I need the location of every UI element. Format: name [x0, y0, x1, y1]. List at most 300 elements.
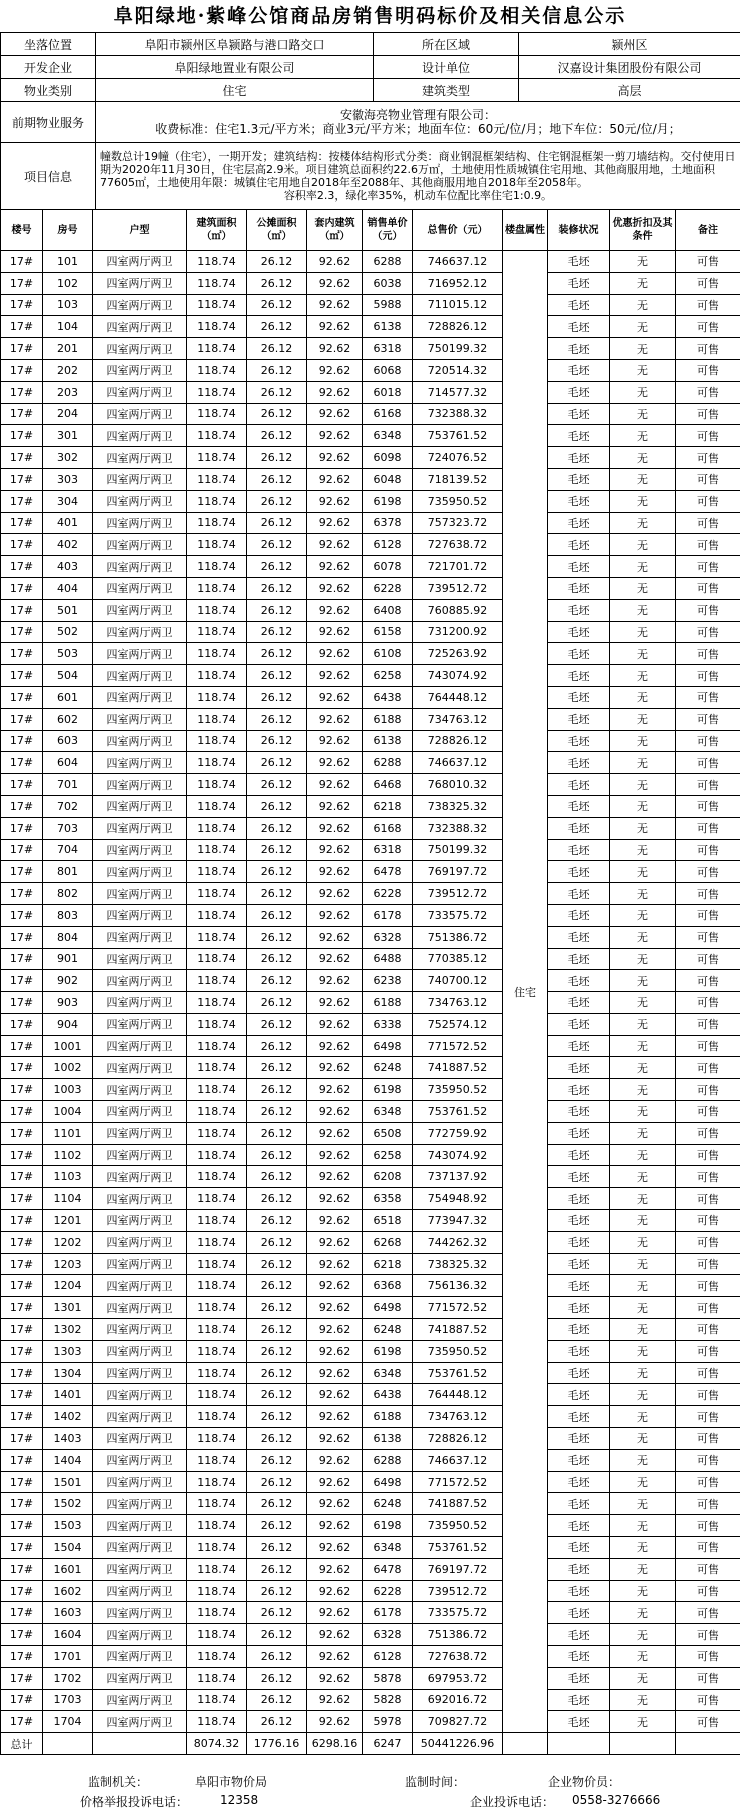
table-row [1, 1013, 740, 1035]
status-cell: 可售 [676, 752, 740, 774]
building-cell: 17# [1, 1253, 43, 1275]
status-cell: 可售 [676, 1580, 740, 1602]
shared-area-cell: 26.12 [247, 795, 307, 817]
layout-cell: 四室两厅两卫 [93, 926, 187, 948]
room-cell: 1102 [43, 1144, 93, 1166]
status-cell: 可售 [676, 621, 740, 643]
room-cell: 1503 [43, 1515, 93, 1537]
status-cell: 可售 [676, 1449, 740, 1471]
discount-cell: 无 [610, 534, 676, 556]
unit-price-cell: 6348 [363, 1537, 413, 1559]
room-cell: 303 [43, 468, 93, 490]
total-price-cell: 741887.52 [413, 1057, 503, 1079]
table-row [1, 730, 740, 752]
total-price-cell: 741887.52 [413, 1493, 503, 1515]
status-cell: 可售 [676, 468, 740, 490]
building-cell: 17# [1, 577, 43, 599]
room-cell: 202 [43, 359, 93, 381]
total-price-cell: 737137.92 [413, 1166, 503, 1188]
unit-price-cell: 6048 [363, 468, 413, 490]
area-cell: 118.74 [187, 1079, 247, 1101]
discount-cell: 无 [610, 1667, 676, 1689]
shared-area-cell: 26.12 [247, 1319, 307, 1341]
building-cell: 17# [1, 752, 43, 774]
unit-price-cell: 6328 [363, 926, 413, 948]
room-cell: 802 [43, 883, 93, 905]
header-total-price: 总售价（元） [413, 210, 503, 251]
inner-area-cell: 92.62 [307, 1362, 363, 1384]
total-inner: 6298.16 [307, 1733, 363, 1755]
table-row [1, 1711, 740, 1733]
unit-price-cell: 6128 [363, 534, 413, 556]
room-cell: 1201 [43, 1210, 93, 1232]
table-row [1, 904, 740, 926]
decoration-cell: 毛坯 [548, 1493, 610, 1515]
table-row [1, 447, 740, 469]
unit-price-cell: 6218 [363, 795, 413, 817]
layout-cell: 四室两厅两卫 [93, 1253, 187, 1275]
unit-price-cell: 6498 [363, 1035, 413, 1057]
layout-cell: 四室两厅两卫 [93, 730, 187, 752]
layout-cell: 四室两厅两卫 [93, 643, 187, 665]
total-price-cell: 738325.32 [413, 795, 503, 817]
room-cell: 304 [43, 490, 93, 512]
total-price-cell: 738325.32 [413, 1253, 503, 1275]
designer-value: 汉嘉设计集团股份有限公司 [519, 56, 740, 79]
table-row [1, 1602, 740, 1624]
area-cell: 118.74 [187, 1013, 247, 1035]
unit-price-cell: 6198 [363, 490, 413, 512]
layout-cell: 四室两厅两卫 [93, 904, 187, 926]
area-cell: 118.74 [187, 1122, 247, 1144]
table-row [1, 1384, 740, 1406]
decoration-cell: 毛坯 [548, 621, 610, 643]
shared-area-cell: 26.12 [247, 1602, 307, 1624]
total-price-cell: 741887.52 [413, 1319, 503, 1341]
inner-area-cell: 92.62 [307, 1537, 363, 1559]
status-cell: 可售 [676, 1493, 740, 1515]
area-cell: 118.74 [187, 1602, 247, 1624]
status-cell: 可售 [676, 861, 740, 883]
inner-area-cell: 92.62 [307, 1035, 363, 1057]
inner-area-cell: 92.62 [307, 708, 363, 730]
inner-area-cell: 92.62 [307, 1646, 363, 1668]
layout-cell: 四室两厅两卫 [93, 1471, 187, 1493]
decoration-cell: 毛坯 [548, 1035, 610, 1057]
area-cell: 118.74 [187, 1449, 247, 1471]
area-cell: 118.74 [187, 577, 247, 599]
status-cell: 可售 [676, 1515, 740, 1537]
layout-cell: 四室两厅两卫 [93, 1428, 187, 1450]
status-cell: 可售 [676, 1711, 740, 1733]
unit-price-cell: 6288 [363, 1449, 413, 1471]
discount-cell: 无 [610, 1275, 676, 1297]
room-cell: 1702 [43, 1667, 93, 1689]
discount-cell: 无 [610, 1624, 676, 1646]
shared-area-cell: 26.12 [247, 708, 307, 730]
status-cell: 可售 [676, 1406, 740, 1428]
project-info-table [0, 32, 740, 210]
building-cell: 17# [1, 1406, 43, 1428]
table-row [1, 1079, 740, 1101]
shared-area-cell: 26.12 [247, 1057, 307, 1079]
room-cell: 501 [43, 599, 93, 621]
unit-price-cell: 6498 [363, 1297, 413, 1319]
total-price-cell: 739512.72 [413, 577, 503, 599]
shared-area-cell: 26.12 [247, 381, 307, 403]
discount-cell: 无 [610, 752, 676, 774]
header-layout: 户型 [93, 210, 187, 251]
shared-area-cell: 26.12 [247, 926, 307, 948]
table-row [1, 272, 740, 294]
decoration-cell: 毛坯 [548, 1210, 610, 1232]
shared-area-cell: 26.12 [247, 643, 307, 665]
status-cell: 可售 [676, 1231, 740, 1253]
shared-area-cell: 26.12 [247, 1035, 307, 1057]
building-cell: 17# [1, 272, 43, 294]
building-cell: 17# [1, 1101, 43, 1123]
unit-price-cell: 6228 [363, 577, 413, 599]
area-cell: 118.74 [187, 1340, 247, 1362]
decoration-cell: 毛坯 [548, 1340, 610, 1362]
layout-cell: 四室两厅两卫 [93, 381, 187, 403]
discount-cell: 无 [610, 1188, 676, 1210]
decoration-cell: 毛坯 [548, 883, 610, 905]
discount-cell: 无 [610, 338, 676, 360]
total-price-cell: 724076.52 [413, 447, 503, 469]
layout-cell: 四室两厅两卫 [93, 1210, 187, 1232]
table-row [1, 621, 740, 643]
area-cell: 118.74 [187, 251, 247, 273]
header-decoration: 装修状况 [548, 210, 610, 251]
decoration-cell: 毛坯 [548, 1711, 610, 1733]
status-cell: 可售 [676, 1558, 740, 1580]
shared-area-cell: 26.12 [247, 861, 307, 883]
building-cell: 17# [1, 1580, 43, 1602]
total-price-cell: 773947.32 [413, 1210, 503, 1232]
inner-area-cell: 92.62 [307, 1428, 363, 1450]
discount-cell: 无 [610, 1253, 676, 1275]
status-cell: 可售 [676, 1101, 740, 1123]
inner-area-cell: 92.62 [307, 817, 363, 839]
decoration-cell: 毛坯 [548, 839, 610, 861]
unit-price-cell: 6248 [363, 1057, 413, 1079]
total-price-cell: 733575.72 [413, 1602, 503, 1624]
layout-cell: 四室两厅两卫 [93, 1362, 187, 1384]
shared-area-cell: 26.12 [247, 1079, 307, 1101]
discount-cell: 无 [610, 1319, 676, 1341]
decoration-cell: 毛坯 [548, 904, 610, 926]
room-cell: 1301 [43, 1297, 93, 1319]
table-row [1, 839, 740, 861]
status-cell: 可售 [676, 1144, 740, 1166]
total-price-cell: 728826.12 [413, 1428, 503, 1450]
inner-area-cell: 92.62 [307, 621, 363, 643]
inner-area-cell: 92.62 [307, 599, 363, 621]
status-cell: 可售 [676, 730, 740, 752]
status-cell: 可售 [676, 839, 740, 861]
table-row [1, 1057, 740, 1079]
area-cell: 118.74 [187, 1297, 247, 1319]
area-cell: 118.74 [187, 665, 247, 687]
discount-cell: 无 [610, 359, 676, 381]
status-cell: 可售 [676, 992, 740, 1014]
inner-area-cell: 92.62 [307, 1449, 363, 1471]
inner-area-cell: 92.62 [307, 1122, 363, 1144]
discount-cell: 无 [610, 1079, 676, 1101]
total-price-cell: 751386.72 [413, 1624, 503, 1646]
layout-cell: 四室两厅两卫 [93, 512, 187, 534]
discount-cell: 无 [610, 1340, 676, 1362]
status-cell: 可售 [676, 774, 740, 796]
decoration-cell: 毛坯 [548, 251, 610, 273]
shared-area-cell: 26.12 [247, 1013, 307, 1035]
shared-area-cell: 26.12 [247, 1144, 307, 1166]
unit-price-cell: 6178 [363, 904, 413, 926]
layout-cell: 四室两厅两卫 [93, 1101, 187, 1123]
decoration-cell: 毛坯 [548, 817, 610, 839]
total-price-cell: 764448.12 [413, 686, 503, 708]
building-cell: 17# [1, 1210, 43, 1232]
building-cell: 17# [1, 883, 43, 905]
unit-price-cell: 6358 [363, 1188, 413, 1210]
discount-cell: 无 [610, 970, 676, 992]
area-cell: 118.74 [187, 1493, 247, 1515]
building-cell: 17# [1, 708, 43, 730]
layout-cell: 四室两厅两卫 [93, 1231, 187, 1253]
total-price-cell: 756136.32 [413, 1275, 503, 1297]
unit-price-cell: 6248 [363, 1493, 413, 1515]
layout-cell: 四室两厅两卫 [93, 752, 187, 774]
status-cell: 可售 [676, 883, 740, 905]
building-cell: 17# [1, 904, 43, 926]
room-cell: 1103 [43, 1166, 93, 1188]
inner-area-cell: 92.62 [307, 534, 363, 556]
property-type-label: 物业类别 [1, 79, 96, 102]
unit-price-cell: 6378 [363, 512, 413, 534]
total-shared: 1776.16 [247, 1733, 307, 1755]
room-cell: 1101 [43, 1122, 93, 1144]
decoration-cell: 毛坯 [548, 1602, 610, 1624]
project-info [96, 143, 740, 210]
unit-price-cell: 5988 [363, 294, 413, 316]
designer-label: 设计单位 [374, 56, 519, 79]
unit-price-cell: 6508 [363, 1122, 413, 1144]
inner-area-cell: 92.62 [307, 1231, 363, 1253]
unit-price-cell: 6288 [363, 752, 413, 774]
building-cell: 17# [1, 1188, 43, 1210]
total-price-cell: 716952.12 [413, 272, 503, 294]
shared-area-cell: 26.12 [247, 359, 307, 381]
total-price-cell: 754948.92 [413, 1188, 503, 1210]
total-price-cell: 751386.72 [413, 926, 503, 948]
area-cell: 118.74 [187, 795, 247, 817]
building-cell: 17# [1, 251, 43, 273]
total-price-cell: 750199.32 [413, 839, 503, 861]
table-row [1, 948, 740, 970]
area-cell: 118.74 [187, 468, 247, 490]
room-cell: 801 [43, 861, 93, 883]
company-hotline-label: 企业投诉电话： [470, 1795, 555, 1809]
area-cell: 118.74 [187, 1667, 247, 1689]
location-value: 阜阳市颍州区阜颍路与港口路交口 [96, 33, 374, 56]
total-price-cell: 753761.52 [413, 1537, 503, 1559]
table-row [1, 1319, 740, 1341]
building-cell: 17# [1, 1515, 43, 1537]
total-price-cell: 769197.72 [413, 861, 503, 883]
shared-area-cell: 26.12 [247, 1101, 307, 1123]
room-cell: 201 [43, 338, 93, 360]
unit-price-cell: 6198 [363, 1079, 413, 1101]
decoration-cell: 毛坯 [548, 490, 610, 512]
table-row [1, 1210, 740, 1232]
shared-area-cell: 26.12 [247, 1384, 307, 1406]
service-fees: 收费标准：住宅1.3元/平方米；商业3元/平方米；地面车位：60元/位/月；地下车位：50元/位/月； [155, 122, 681, 136]
area-cell: 118.74 [187, 1275, 247, 1297]
developer-label: 开发企业 [1, 56, 96, 79]
unit-price-cell: 6498 [363, 1471, 413, 1493]
inner-area-cell: 92.62 [307, 926, 363, 948]
status-cell: 可售 [676, 534, 740, 556]
status-cell: 可售 [676, 1035, 740, 1057]
inner-area-cell: 92.62 [307, 1253, 363, 1275]
building-cell: 17# [1, 1013, 43, 1035]
discount-cell: 无 [610, 1013, 676, 1035]
status-cell: 可售 [676, 599, 740, 621]
status-cell: 可售 [676, 1013, 740, 1035]
layout-cell: 四室两厅两卫 [93, 1580, 187, 1602]
area-cell: 118.74 [187, 1471, 247, 1493]
room-cell: 302 [43, 447, 93, 469]
inner-area-cell: 92.62 [307, 1166, 363, 1188]
shared-area-cell: 26.12 [247, 774, 307, 796]
shared-area-cell: 26.12 [247, 1122, 307, 1144]
unit-price-cell: 6348 [363, 425, 413, 447]
status-cell: 可售 [676, 1319, 740, 1341]
total-price-cell: 744262.32 [413, 1231, 503, 1253]
building-cell: 17# [1, 774, 43, 796]
decoration-cell: 毛坯 [548, 730, 610, 752]
total-price-cell: 714577.32 [413, 381, 503, 403]
decoration-cell: 毛坯 [548, 1558, 610, 1580]
decoration-cell: 毛坯 [548, 577, 610, 599]
inner-area-cell: 92.62 [307, 1624, 363, 1646]
total-price-cell: 720514.32 [413, 359, 503, 381]
total-label: 总计 [1, 1733, 43, 1755]
unit-price-cell: 5828 [363, 1689, 413, 1711]
total-price-cell: 727638.72 [413, 1646, 503, 1668]
layout-cell: 四室两厅两卫 [93, 425, 187, 447]
inner-area-cell: 92.62 [307, 1057, 363, 1079]
decoration-cell: 毛坯 [548, 1079, 610, 1101]
table-row [1, 1166, 740, 1188]
header-shared: 公摊面积（㎡） [247, 210, 307, 251]
area-cell: 118.74 [187, 1537, 247, 1559]
table-row [1, 926, 740, 948]
room-cell: 1304 [43, 1362, 93, 1384]
unit-price-cell: 6438 [363, 1384, 413, 1406]
discount-cell: 无 [610, 272, 676, 294]
status-cell: 可售 [676, 1188, 740, 1210]
building-cell: 17# [1, 1319, 43, 1341]
room-cell: 102 [43, 272, 93, 294]
header-room: 房号 [43, 210, 93, 251]
building-cell: 17# [1, 599, 43, 621]
area-cell: 118.74 [187, 447, 247, 469]
total-price-cell: 753761.52 [413, 1362, 503, 1384]
room-cell: 702 [43, 795, 93, 817]
decoration-cell: 毛坯 [548, 1428, 610, 1450]
discount-cell: 无 [610, 883, 676, 905]
service-info [96, 102, 740, 143]
building-cell: 17# [1, 1340, 43, 1362]
decoration-cell: 毛坯 [548, 1166, 610, 1188]
decoration-cell: 毛坯 [548, 970, 610, 992]
building-cell: 17# [1, 1166, 43, 1188]
status-cell: 可售 [676, 708, 740, 730]
inner-area-cell: 92.62 [307, 970, 363, 992]
decoration-cell: 毛坯 [548, 1362, 610, 1384]
table-row [1, 992, 740, 1014]
building-cell: 17# [1, 686, 43, 708]
shared-area-cell: 26.12 [247, 686, 307, 708]
unit-price-cell: 6188 [363, 708, 413, 730]
total-price-cell: 768010.32 [413, 774, 503, 796]
discount-cell: 无 [610, 1428, 676, 1450]
total-price-cell: 725263.92 [413, 643, 503, 665]
room-cell: 1602 [43, 1580, 93, 1602]
room-cell: 104 [43, 316, 93, 338]
layout-cell: 四室两厅两卫 [93, 294, 187, 316]
layout-cell: 四室两厅两卫 [93, 1079, 187, 1101]
layout-cell: 四室两厅两卫 [93, 1057, 187, 1079]
decoration-cell: 毛坯 [548, 1580, 610, 1602]
room-cell: 803 [43, 904, 93, 926]
area-cell: 118.74 [187, 512, 247, 534]
company-hotline-value: 0558-3276666 [572, 1793, 661, 1807]
shared-area-cell: 26.12 [247, 970, 307, 992]
table-row [1, 316, 740, 338]
decoration-cell: 毛坯 [548, 1689, 610, 1711]
discount-cell: 无 [610, 643, 676, 665]
building-cell: 17# [1, 730, 43, 752]
discount-cell: 无 [610, 839, 676, 861]
layout-cell: 四室两厅两卫 [93, 1188, 187, 1210]
table-row [1, 1624, 740, 1646]
area-cell: 118.74 [187, 948, 247, 970]
layout-cell: 四室两厅两卫 [93, 577, 187, 599]
area-cell: 118.74 [187, 1689, 247, 1711]
total-price-cell: 734763.12 [413, 708, 503, 730]
unit-price-cell: 6038 [363, 272, 413, 294]
area-cell: 118.74 [187, 1580, 247, 1602]
decoration-cell: 毛坯 [548, 861, 610, 883]
inner-area-cell: 92.62 [307, 1101, 363, 1123]
decoration-cell: 毛坯 [548, 686, 610, 708]
building-cell: 17# [1, 1035, 43, 1057]
discount-cell: 无 [610, 1166, 676, 1188]
total-price-cell: 772759.92 [413, 1122, 503, 1144]
status-cell: 可售 [676, 1471, 740, 1493]
building-cell: 17# [1, 316, 43, 338]
decoration-cell: 毛坯 [548, 948, 610, 970]
shared-area-cell: 26.12 [247, 1624, 307, 1646]
inner-area-cell: 92.62 [307, 272, 363, 294]
status-cell: 可售 [676, 795, 740, 817]
table-row [1, 468, 740, 490]
developer-value: 阜阳绿地置业有限公司 [96, 56, 374, 79]
total-price-cell: 746637.12 [413, 1449, 503, 1471]
